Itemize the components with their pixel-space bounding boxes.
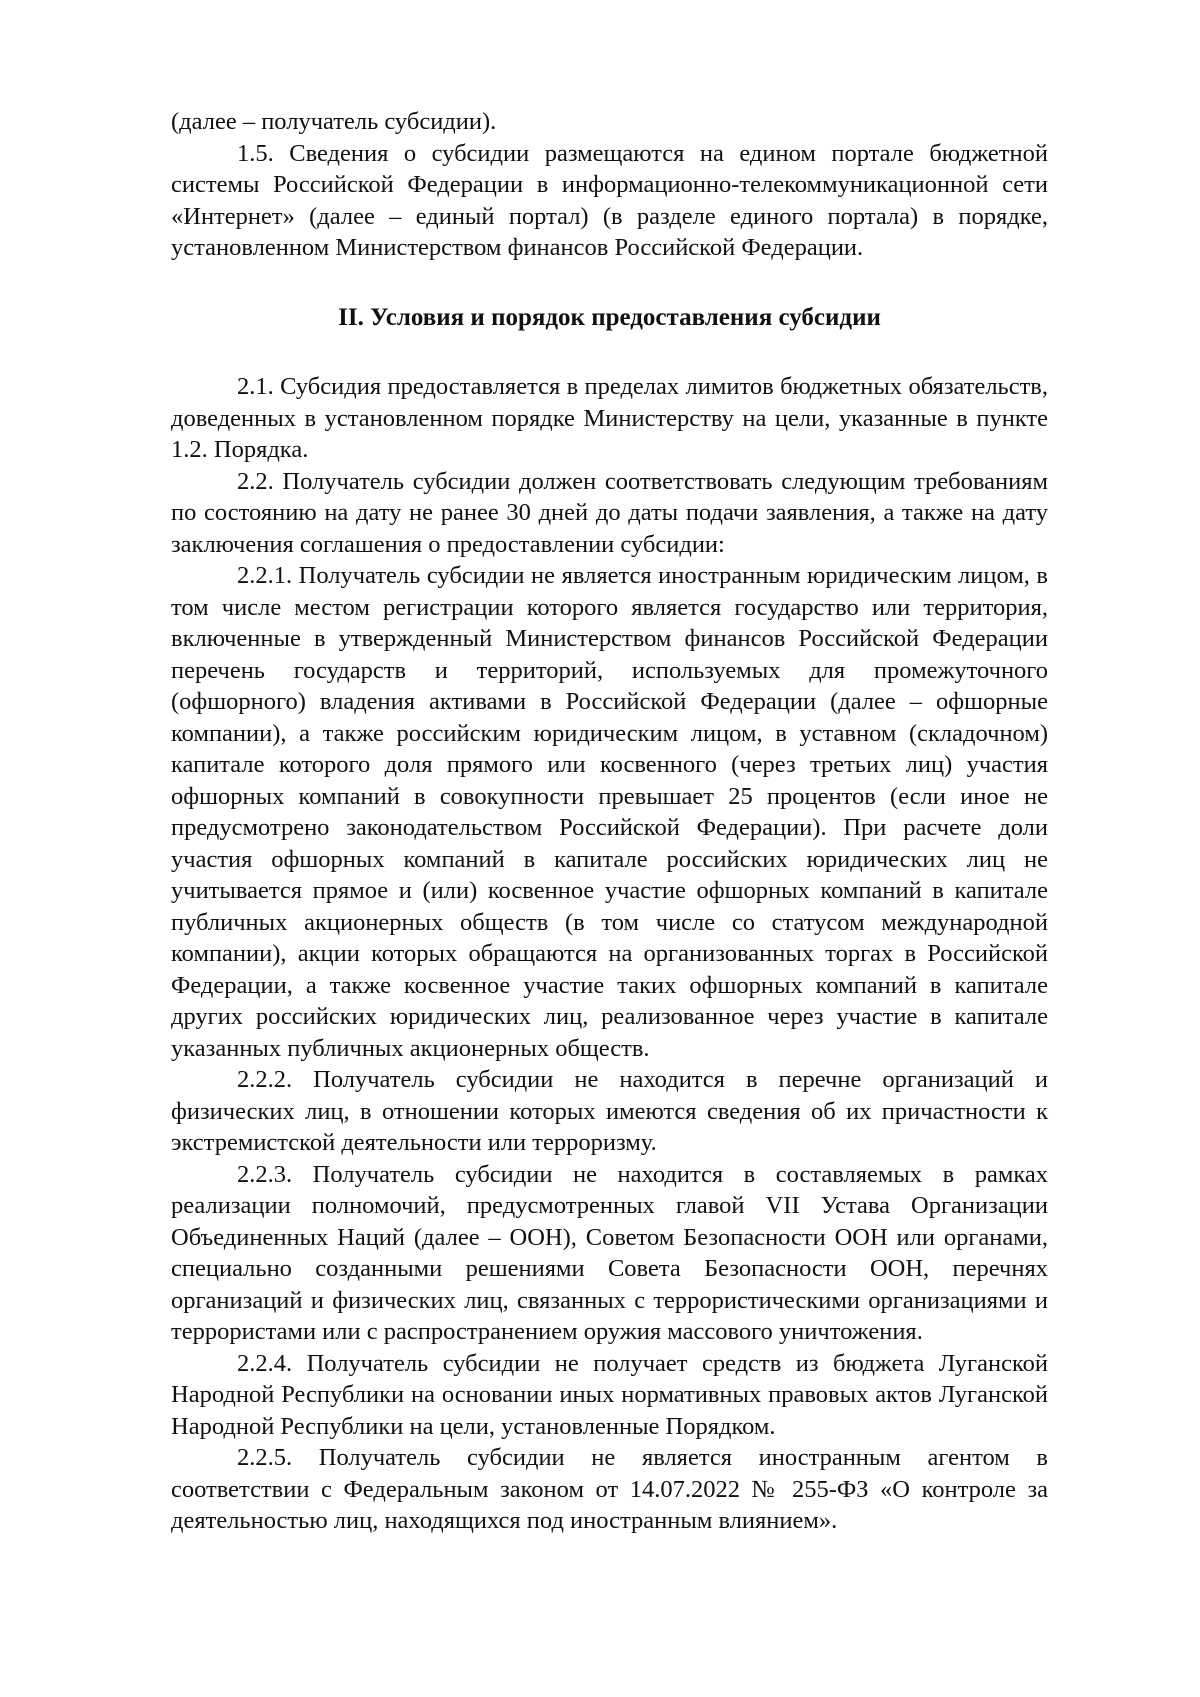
paragraph-1-5: 1.5. Сведения о субсидии размещаются на едином портале бюджетной системы Российской Федерации в информационно-телекоммуникационной сети «Интернет» (далее – единый портал) (в разделе единого портала) в порядке, установленном Министерством финансов Российской Федерации. [171, 139, 1048, 261]
spacer [171, 333, 1048, 371]
paragraph-2-2-2: 2.2.2. Получатель субсидии не находится в перечне организаций и физических лиц, в отношении которых имеются сведения об их причастности к экстремистской деятельности или терроризму. [171, 1066, 1048, 1156]
section-heading: II. Условия и порядок предоставления субсидии [338, 303, 881, 331]
intro-line: (далее – получатель субсидии). [171, 108, 497, 135]
paragraph-2-1: 2.1. Субсидия предоставляется в пределах лимитов бюджетных обязательств, доведенных в установленном порядке Министерству на цели, указанные в пункте 1.2. Порядка. [171, 373, 1048, 463]
spacer [171, 264, 1048, 302]
document-page [171, 106, 1048, 1537]
paragraph-2-2-3: 2.2.3. Получатель субсидии не находится в составляемых в рамках реализации полномочий, предусмотренных главой VII Устава Организации Объединенных Наций (далее – ООН), Советом Безопасности ООН или органами, специально созданными решениями Совета Безопасности ООН, перечнях организаций и физических лиц, связанных с террористическими организациями и террористами или с распространением оружия массового уничтожения. [171, 1160, 1048, 1345]
paragraph-2-2: 2.2. Получатель субсидии должен соответствовать следующим требованиям по состоянию на дату не ранее 30 дней до даты подачи заявления, а также на дату заключения соглашения о предоставлении субсидии: [171, 467, 1048, 558]
paragraph-2-2-5: 2.2.5. Получатель субсидии не является иностранным агентом в соответствии с Федеральным законом от 14.07.2022 № 255-ФЗ «О контроле за деятельностью лиц, находящихся под иностранным влиянием». [171, 1444, 1048, 1534]
paragraph-2-2-4: 2.2.4. Получатель субсидии не получает средств из бюджета Луганской Народной Республики на основании иных нормативных правовых актов Луганской Народной Республики на цели, установленные Порядком. [171, 1349, 1048, 1440]
paragraph-2-2-1: 2.2.1. Получатель субсидии не является иностранным юридическим лицом, в том числе местом регистрации которого является государство или территория, включенные в утвержденный Министерством финансов Российской Федерации перечень государств и территорий, используемых для промежуточного (офшорного) владения активами в Российской Федерации (далее – офшорные компании), а также российским юридическим лицом, в уставном (складочном) капитале которого доля прямого или косвенного (через третьих лиц) участия офшорных компаний в совокупности превышает 25 процентов (если иное не предусмотрено законодательством Российской Федерации). При расчете доли участия офшорных компаний в капитале российских юридических лиц не учитывается прямое и (или) косвенное участие офшорных компаний в капитале публичных акционерных обществ (в том числе со статусом международной компании), акции которых обращаются на организованных торгах в Российской Федерации, а также косвенное участие таких офшорных компаний в капитале других российских юридических лиц, реализованное через участие в капитале указанных публичных акционерных обществ. [171, 562, 1048, 1062]
